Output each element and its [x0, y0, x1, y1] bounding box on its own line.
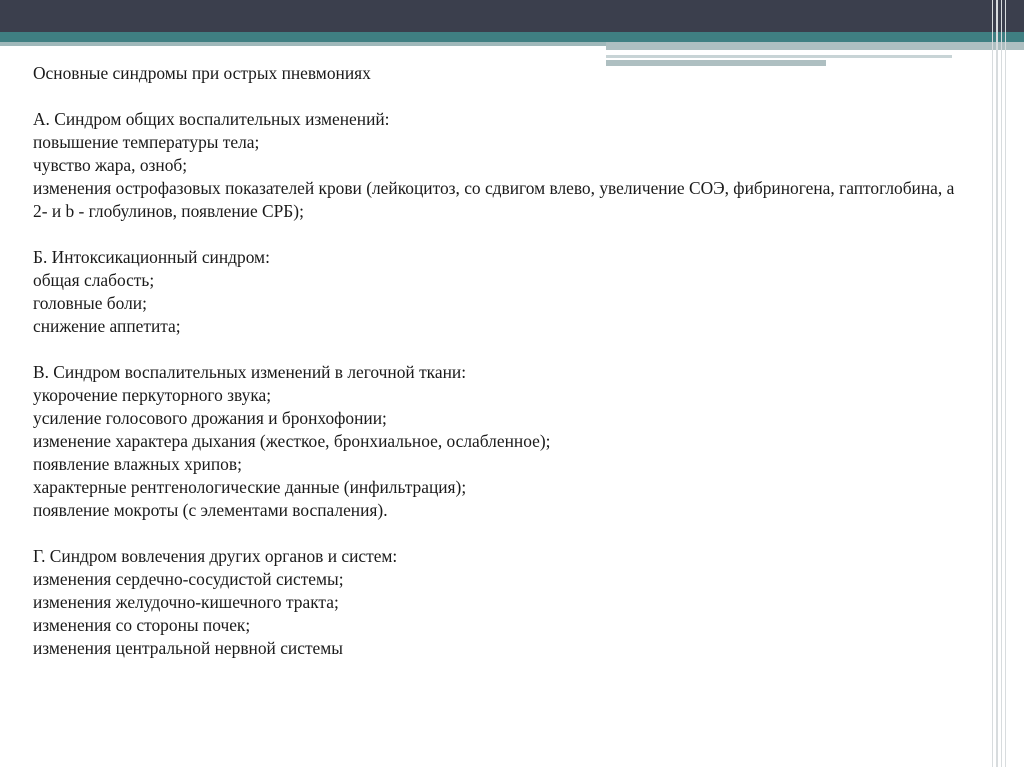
- header-bar-dark: [0, 0, 1024, 32]
- list-item: изменения сердечно-сосудистой системы;: [33, 569, 344, 589]
- list-item: чувство жара, озноб;: [33, 155, 188, 175]
- section-heading: Г. Синдром вовлечения других органов и систем:: [33, 546, 398, 566]
- header-bar-teal: [0, 32, 1024, 42]
- section-heading: В. Синдром воспалительных изменений в легочной ткани:: [33, 362, 467, 382]
- section-heading: А. Синдром общих воспалительных изменений:: [33, 109, 390, 129]
- right-decorative-lines: [992, 0, 1024, 767]
- list-item: появление влажных хрипов;: [33, 454, 242, 474]
- list-item: укорочение перкуторного звука;: [33, 385, 272, 405]
- slide-content: [33, 62, 973, 660]
- list-item: характерные рентгенологические данные (инфильтрация);: [33, 477, 467, 497]
- list-item: изменения острофазовых показателей крови (лейкоцитоз, со сдвигом влево, увеличение СОЭ, фибриногена, гаптоглобина, а 2- и b - глобулинов, появление СРБ);: [33, 178, 955, 221]
- header-stripe: [0, 42, 606, 46]
- section-heading: Б. Интоксикационный синдром:: [33, 247, 270, 267]
- slide-title: Основные синдромы при острых пневмониях: [33, 63, 371, 83]
- list-item: повышение температуры тела;: [33, 132, 260, 152]
- list-item: изменения желудочно-кишечного тракта;: [33, 592, 339, 612]
- header-stripe: [606, 55, 952, 58]
- list-item: головные боли;: [33, 293, 147, 313]
- list-item: изменения со стороны почек;: [33, 615, 251, 635]
- list-item: появление мокроты (с элементами воспаления).: [33, 500, 388, 520]
- list-item: изменения центральной нервной системы: [33, 638, 343, 658]
- list-item: снижение аппетита;: [33, 316, 181, 336]
- header-stripe: [606, 42, 1024, 50]
- list-item: общая слабость;: [33, 270, 155, 290]
- list-item: изменение характера дыхания (жесткое, бронхиальное, ослабленное);: [33, 431, 551, 451]
- list-item: усиление голосового дрожания и бронхофонии;: [33, 408, 387, 428]
